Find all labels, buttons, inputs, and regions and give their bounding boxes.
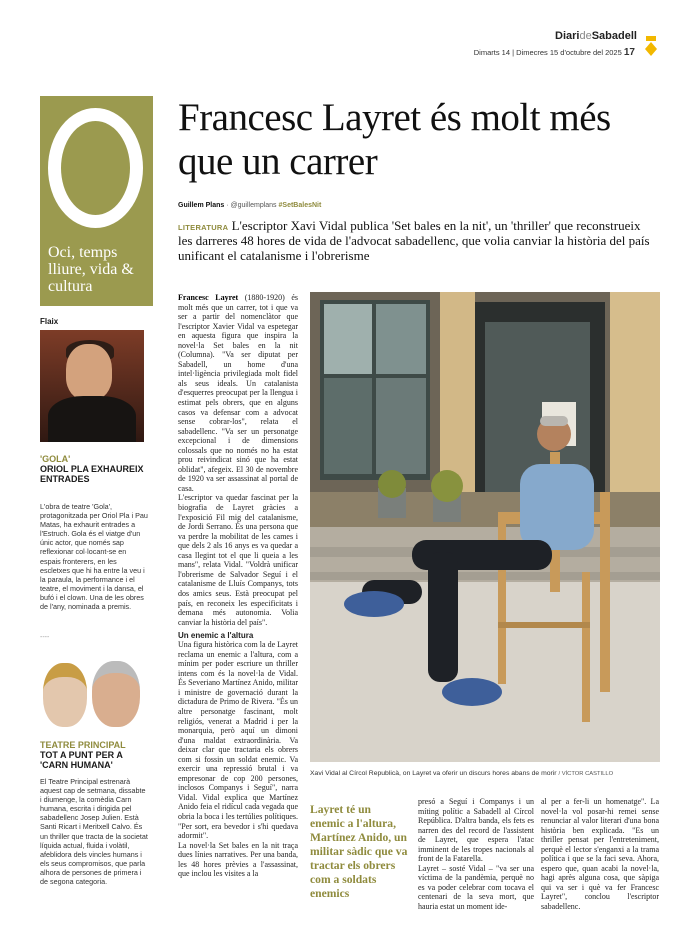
- page-number: 17: [623, 47, 635, 58]
- item2-body: El Teatre Principal estrenarà aquest cap de setmana, dissabte i diumenge, la comèdia Carn humana, escrita i dirigida pel sabadellenc Josep Julien. Està Santi Ricart i Meritxell Calvo. És un thriller que tracta de la societat líquida actual, fluida i volàtil, afeblidora dels vincles humans i els seus compromisos, que parla alhora de persones de primera i de segona categoria.: [40, 777, 148, 887]
- byline: Guillem Plans · @guillemplans #SetBalesNit: [178, 202, 322, 209]
- crown-shield-icon: [644, 34, 658, 58]
- photo-credit: / VÍCTOR CASTILLO: [558, 771, 614, 777]
- section-banner: [40, 96, 153, 306]
- issue-date: Dimarts 14 | Dimecres 15 d'octubre del 2025 17: [473, 47, 635, 58]
- article-column-3: presó a Seguí i Companys i un míting polític a Sabadell al Círcol República. D'altra banda, els fets es narren des del record de l'assistent de Layret, que espera l'atac imminent de les tropes nacionals al front de la Fatarella. Layret – sosté Vidal – "va ser una víctima de la pandèmia, perquè no es va poder celebrar com tocava el centenari de la seva mort, que hauria estat un moment ide-: [418, 797, 534, 912]
- sidebar-separator: ----: [40, 634, 50, 641]
- article-headline: Francesc Layret és molt més que un carrer: [178, 96, 611, 183]
- article-column-1: Francesc Layret (1880-1920) és molt més que un carrer, tot i que va ser a partir del nomenclàtor que l'escriptor Xavier Vidal va espetegar en aquesta figura que inspira la novel·la Set bales en la nit (Columna). "Va ser diputat per Sabadell, un home d'una intel·ligència privilegiada molt fidel als seus ideals. Un catalanista d'esquerres preocupat per la llengua i estimat pels obrers, que en alguns casos va defensar com a advocat sense cobrar-los", relata el sabadellenc. "Va ser un personatge excepcional i de dimensions colossals que no només no ha estat prou reivindicat sinó que ha estat oblidat", afegeix. El 30 de novembre de 1920 va ser assassinat al portal de casa. L'escriptor va quedar fascinat per la biografia de Layret gràcies a l'exposició Fil mig del catalanisme, de Jordi Serrano. És una persona que va perdre la mobilitat de les cames i que dels 2 als 16 anys es va quedar a casa llegint tot el que li queia a les mans", relata Vidal. "Voldrà unificar l'obrerisme de Salvador Seguí i el catalanisme de Lluís Companys, tots dos amics seus. Està preocupat pel país, en reconeix les especificitats i demana més autonomia. Volia canviar la història del país". Un enemic a l'altura Una figura històrica com la de Layret reclama un enemic a l'altura, com a mínim per poder escriure un thriller intens com és la novel·la de Vidal. És Severiano Martínez Anido, militar i ministre de governació durant la dictadura de Primo de Rivera. "És un altre personatge fascinant, molt religiós, venerat a Madrid i per la monarquia, però aquí un dimoni d'una maldat extraordinària. Va deixar clar que tractaria els obrers com si fossin un soldat enemic. Va exercir una repressió brutal i va empresonar de cop 200 persones, inclosos Companys i Seguí", narra Vidal. Vidal explica que Martínez Anido feia el ridícul cada vegada que obria la boca i les tertúlies polítiques. "Per sort, era bevedor i s'hi quedava adormit". La novel·la Set bales en la nit traça dues línies narratives. Per una banda, les 48 hores prèvies a l'assassinat, que inclou les visites a la: [178, 293, 298, 879]
- item1-heading: 'GOLA' ORIOL PLA EXHAUREIX ENTRADES: [40, 454, 144, 484]
- pull-quote: Layret té un enemic a l'altura, Martínez Anido, un militar sàdic que va tractar els obrers com a soldats enemics: [310, 803, 408, 900]
- masthead-brand: DiarideSabadell: [555, 30, 637, 42]
- gola-photo: [40, 330, 144, 442]
- carn-humana-photo: [40, 657, 144, 727]
- xavi-vidal-photo: [310, 292, 660, 762]
- photo-caption: Xavi Vidal al Círcol Republicà, on Layret va oferir un discurs hores abans de morir / VÍCTOR CASTILLO: [310, 770, 614, 777]
- flaix-label: Flaix: [40, 317, 59, 326]
- article-subhead: LITERATURA L'escriptor Xavi Vidal publica 'Set bales en la nit', un 'thriller' que reconstrueix les darreres 48 hores de vida de l'advocat sabadellenc, que volia canviar la història del país unificant el catalanisme i l'obrerisme: [178, 218, 650, 264]
- section-letter-o: [48, 108, 143, 228]
- item1-body: L'obra de teatre 'Gola', protagonitzada per Oriol Pla i Pau Matas, ha exhaurit entrades a l'Estruch. Gola és el viatge d'un únic actor, que només sap reflexionar col·locant-se en espais fronterers, en les escletxes que hi ha entre la veu i la paraula, la performance i el teatre, el moviment i la dansa, el bufó i el clown. Una de les obres de l'any, nominada a premis.: [40, 502, 148, 612]
- item2-heading: TEATRE PRINCIPAL TOT A PUNT PER A 'CARN HUMANA': [40, 740, 126, 770]
- article-column-4: al per a fer-li un homenatge". La novel·la vol posar-hi remei sense renunciar al valor literari d'una bona història ben explicada. "Es un thriller pensat per l'entreteniment, perquè el lector s'enganxi a la trama política i que se la faci seva. Ahora, espero que, quan acabi la novel·la, hagi après alguna cosa, que sàpiga qui va ser i què va fer Francesc Layret", conclou l'escriptor sabadellenc.: [541, 797, 659, 912]
- intertitle: Un enemic a l'altura: [178, 631, 254, 641]
- section-title: Oci, temps lliure, vida & cultura: [48, 244, 134, 295]
